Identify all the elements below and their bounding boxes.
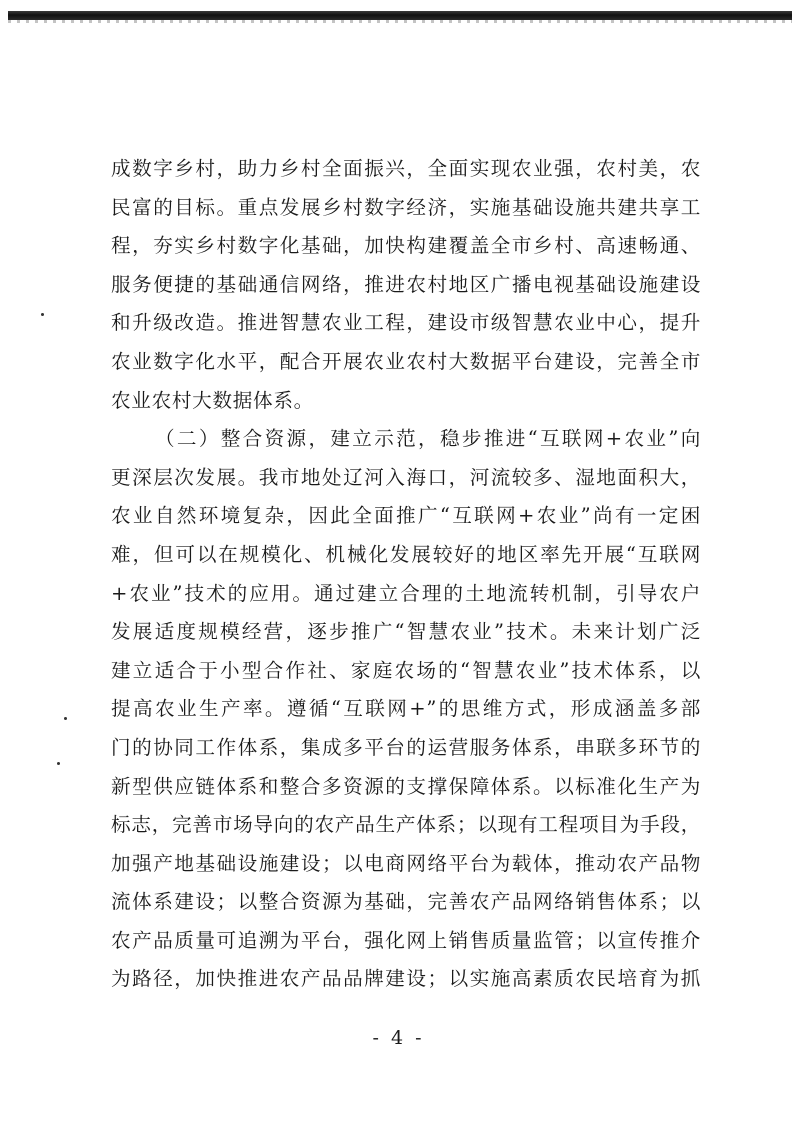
scan-speck [41,313,44,316]
text-line: 农业自然环境复杂，因此全面推广“互联网+农业”尚有一定困 [111,504,701,528]
text-line: 建立适合于小型合作社、家庭农场的“智慧农业”技术体系，以 [111,658,701,682]
section-heading-line: （二）整合资源，建立示范，稳步推进“互联网+农业”向 [155,427,701,451]
text-line: 发展适度规模经营，逐步推广“智慧农业”技术。未来计划广泛 [111,620,701,644]
text-line: 程，夯实乡村数字化基础，加快构建覆盖全市乡村、高速畅通、 [111,234,701,258]
text-line: 和升级改造。推进智慧农业工程，建设市级智慧农业中心，提升 [111,311,701,335]
text-line: 农业数字化水平，配合开展农业农村大数据平台建设，完善全市 [111,349,701,373]
text-line: 农产品质量可追溯为平台，强化网上销售质量监管；以宣传推介 [111,928,701,952]
text-line: 成数字乡村，助力乡村全面振兴，全面实现农业强，农村美，农 [111,157,701,180]
text-line: 门的协同工作体系，集成多平台的运营服务体系，串联多环节的 [111,735,701,759]
text-line: 难，但可以在规模化、机械化发展较好的地区率先开展“互联网 [111,542,701,566]
paragraph-digital-village [111,150,701,420]
document-body [111,150,701,999]
scan-speck [57,762,60,765]
text-line: 为路径，加快推进农产品品牌建设；以实施高素质农民培育为抓 [111,967,701,991]
text-line: 民富的目标。重点发展乡村数字经济，实施基础设施共建共享工 [111,195,701,219]
text-line: 服务便捷的基础通信网络，推进农村地区广播电视基础设施建设 [111,272,701,296]
text-line: 更深层次发展。我市地处辽河入海口，河流较多、湿地面积大， [111,465,701,489]
text-line: 标志，完善市场导向的农产品生产体系；以现有工程项目为手段， [111,813,701,837]
text-line: 加强产地基础设施建设；以电商网络平台为载体，推动农产品物 [111,851,701,875]
text-line: +农业”技术的应用。通过建立合理的土地流转机制，引导农户 [111,581,701,605]
scan-speck [64,717,67,720]
text-line: 提高农业生产率。遵循“互联网+”的思维方式，形成涵盖多部 [111,697,701,721]
paragraph-internet-agriculture [111,420,701,999]
text-line: 新型供应链体系和整合多资源的支撑保障体系。以标准化生产为 [111,774,701,798]
text-line: 农业农村大数据体系。 [111,388,314,412]
text-line: 流体系建设；以整合资源为基础，完善农产品网络销售体系；以 [111,890,701,914]
page-number: - 4 - [372,1027,425,1049]
scan-top-border [8,11,792,20]
